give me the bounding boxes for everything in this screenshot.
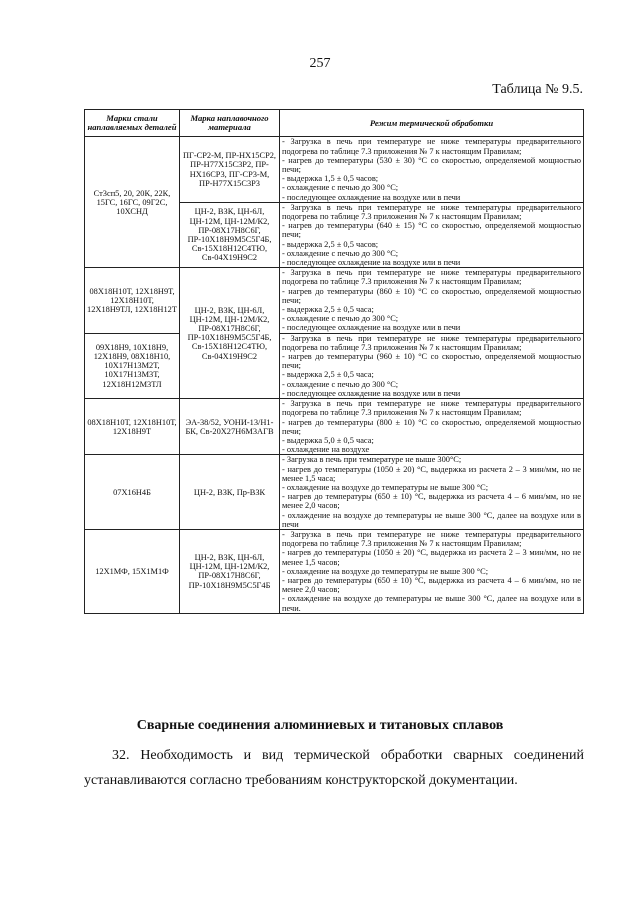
treatment-step: - Загрузка в печь при температуре не выше 300°С; — [282, 455, 462, 465]
table-row — [85, 455, 584, 530]
paragraph-32: 32. Необходимость и вид термической обработки сварных соединений устанавливаются согласно требованиям конструкторской документации. — [84, 748, 584, 788]
treatment-step: - охлаждение с печью до 300 °С; — [282, 183, 399, 193]
header-heat-treatment-mode: Режим термической обработки — [280, 110, 584, 137]
treatment-step: - выдержка 2,5 ± 0,5 часа; — [282, 370, 374, 380]
cell-weld-material: ЦН-2, ВЗК, Пр-ВЗК — [180, 455, 280, 530]
cell-treatment-mode — [280, 529, 584, 613]
cell-weld-material: ЭА-38/52, УОНИ-13/Н1-БК, Св-20Х27Н6М3АГВ — [180, 399, 280, 455]
cell-treatment-mode — [280, 399, 584, 455]
treatment-step: - выдержка 2,5 ± 0,5 часов; — [282, 239, 379, 249]
treatment-step: - охлаждение с печью до 300 °С; — [282, 379, 399, 389]
cell-treatment-mode — [280, 137, 584, 202]
cell-steel-grades: 08Х18Н10Т, 12Х18Н9Т, 12Х18Н10Т, 12Х18Н9ТЛ, 12Х18Н12Т — [85, 268, 180, 333]
cell-weld-material: ЦН-2, ВЗК, ЦН-6Л, ЦН-12М, ЦН-12М/К2, ПР-08Х17Н8С6Г, ПР-10Х18Н9М5С5Г4Б, Св-15Х18Н12С4ТЮ, Св-04Х19Н9С2 — [180, 268, 280, 399]
heat-treatment-table — [84, 109, 584, 614]
treatment-step: - нагрев до температуры (800 ± 10) °С со скоростью, определяемой мощностью печи; — [282, 417, 581, 436]
table-row — [85, 137, 584, 202]
section-title: Сварные соединения алюминиевых и титановых сплавов — [136, 718, 504, 733]
table-number: Таблица № 9.5. — [492, 82, 583, 97]
treatment-step: - выдержка 5,0 ± 0,5 часа; — [282, 435, 374, 445]
treatment-step: - охлаждение с печью до 300 °С; — [282, 248, 399, 258]
cell-steel-grades: 09Х18Н9, 10Х18Н9, 12Х18Н9, 08Х18Н10, 10Х17Н13М2Т, 10Х17Н13М3Т, 12Х18Н12М3ТЛ — [85, 333, 180, 398]
treatment-step: - выдержка 1,5 ± 0,5 часов; — [282, 174, 379, 184]
header-weld-material: Марка наплавочного материала — [180, 110, 280, 137]
treatment-step: - Загрузка в печь при температуре не ниже температуры предварительного подогрева по таблице 7.3 приложения № 7 к настоящим Правилам; — [282, 333, 581, 352]
cell-steel-grades: 12Х1МФ, 15Х1М1Ф — [85, 529, 180, 613]
treatment-step: - охлаждение на воздухе до температуры не выше 300 °С; — [282, 482, 489, 492]
treatment-step: - Загрузка в печь при температуре не ниже температуры предварительного подогрева по таблице 7.3 приложения № 7 к настоящим Правилам; — [282, 137, 581, 156]
cell-weld-material: ПГ-СР2-М, ПР-НХ15СР2, ПР-Н77Х15С3Р2, ПР-НХ16СР3, ПГ-СР3-М, ПР-Н77Х15С3Р3 — [180, 137, 280, 202]
cell-weld-material: ЦН-2, ВЗК, ЦН-6Л, ЦН-12М, ЦН-12М/К2, ПР-08Х17Н8С6Г, ПР-10Х18Н9М5С5Г4Б — [180, 529, 280, 613]
cell-treatment-mode — [280, 455, 584, 530]
table-row — [85, 268, 584, 333]
treatment-step: - нагрев до температуры (1050 ± 20) °С, выдержка из расчета 2 – 3 мин/мм, но не менее 1,5 часа; — [282, 464, 581, 483]
treatment-step: - Загрузка в печь при температуре не ниже температуры предварительного подогрева по таблице 7.3 приложения № 7 к настоящим Правилам; — [282, 399, 581, 418]
cell-treatment-mode — [280, 333, 584, 398]
cell-steel-grades: Ст3сп5, 20, 20К, 22К, 15ГС, 16ГС, 09Г2С, 10ХСНД — [85, 137, 180, 268]
treatment-step: - нагрев до температуры (960 ± 10) °С со скоростью, определяемой мощностью печи; — [282, 352, 581, 371]
treatment-step: - нагрев до температуры (860 ± 10) °С со скоростью, определяемой мощностью печи; — [282, 286, 581, 305]
treatment-step: - нагрев до температуры (650 ± 10) °С, выдержка из расчета 4 – 6 мин/мм, но не менее 2,0 часов; — [282, 575, 581, 595]
cell-steel-grades: 08Х18Н10Т, 12Х18Н10Т, 12Х18Н9Т — [85, 399, 180, 455]
treatment-step: - выдержка 2,5 ± 0,5 часа; — [282, 305, 374, 315]
cell-weld-material: ЦН-2, ВЗК, ЦН-6Л, ЦН-12М, ЦН-12М/К2, ПР-08Х17Н8С6Г, ПР-10Х18Н9М5С5Г4Б, Св-15Х18Н12С4ТЮ, Св-04Х19Н9С2 — [180, 202, 280, 267]
treatment-step: - последующее охлаждение на воздухе или в печи — [282, 323, 461, 333]
treatment-step: - нагрев до температуры (1050 ± 20) °С, выдержка из расчета 2 – 3 мин/мм, но не менее 1,5 часов; — [282, 548, 581, 567]
treatment-step: - охлаждение на воздухе до температуры не выше 300 °С, далее на воздухе или в печи. — [282, 594, 581, 613]
page-number: 257 — [309, 56, 331, 71]
treatment-step: - охлаждение на воздухе до температуры не выше 300 °С; — [282, 566, 489, 576]
cell-treatment-mode — [280, 202, 584, 267]
treatment-step: - последующее охлаждение на воздухе или в печи — [282, 192, 461, 202]
treatment-step: - нагрев до температуры (650 ± 10) °С, выдержка из расчета 4 – 6 мин/мм, но не менее 2,0 часов; — [282, 492, 581, 511]
treatment-step: - охлаждение на воздухе до температуры не выше 300 °С, далее на воздухе или в печи — [282, 510, 581, 529]
treatment-step: - нагрев до температуры (530 ± 30) °С со скоростью, определяемой мощностью печи; — [282, 155, 581, 175]
treatment-step: - охлаждение с печью до 300 °С; — [282, 314, 399, 324]
table-row — [85, 333, 584, 398]
treatment-step: - Загрузка в печь при температуре не ниже температуры предварительного подогрева по таблице 7.3 приложения № 7 к настоящим Правилам; — [282, 268, 581, 287]
treatment-step: - Загрузка в печь при температуре не ниже температуры предварительного подогрева по таблице 7.3 приложения № 7 к настоящим Правилам; — [282, 529, 581, 549]
table-row — [85, 529, 584, 613]
treatment-step: - Загрузка в печь при температуре не ниже температуры предварительного подогрева по таблице 7.3 приложения № 7 к настоящим Правилам; — [282, 202, 581, 222]
table-row — [85, 399, 584, 455]
header-steel-grades: Марки стали наплавляемых деталей — [85, 110, 180, 137]
treatment-step: - нагрев до температуры (640 ± 15) °С со скоростью, определяемой мощностью печи; — [282, 221, 581, 240]
cell-steel-grades: 07Х16Н4Б — [85, 455, 180, 530]
treatment-step: - охлаждение на воздухе — [282, 445, 370, 455]
treatment-step: - последующее охлаждение на воздухе или в печи — [282, 388, 461, 398]
cell-treatment-mode — [280, 268, 584, 333]
table-header-row — [85, 110, 584, 137]
treatment-step: - последующее охлаждение на воздухе или в печи — [282, 258, 461, 268]
